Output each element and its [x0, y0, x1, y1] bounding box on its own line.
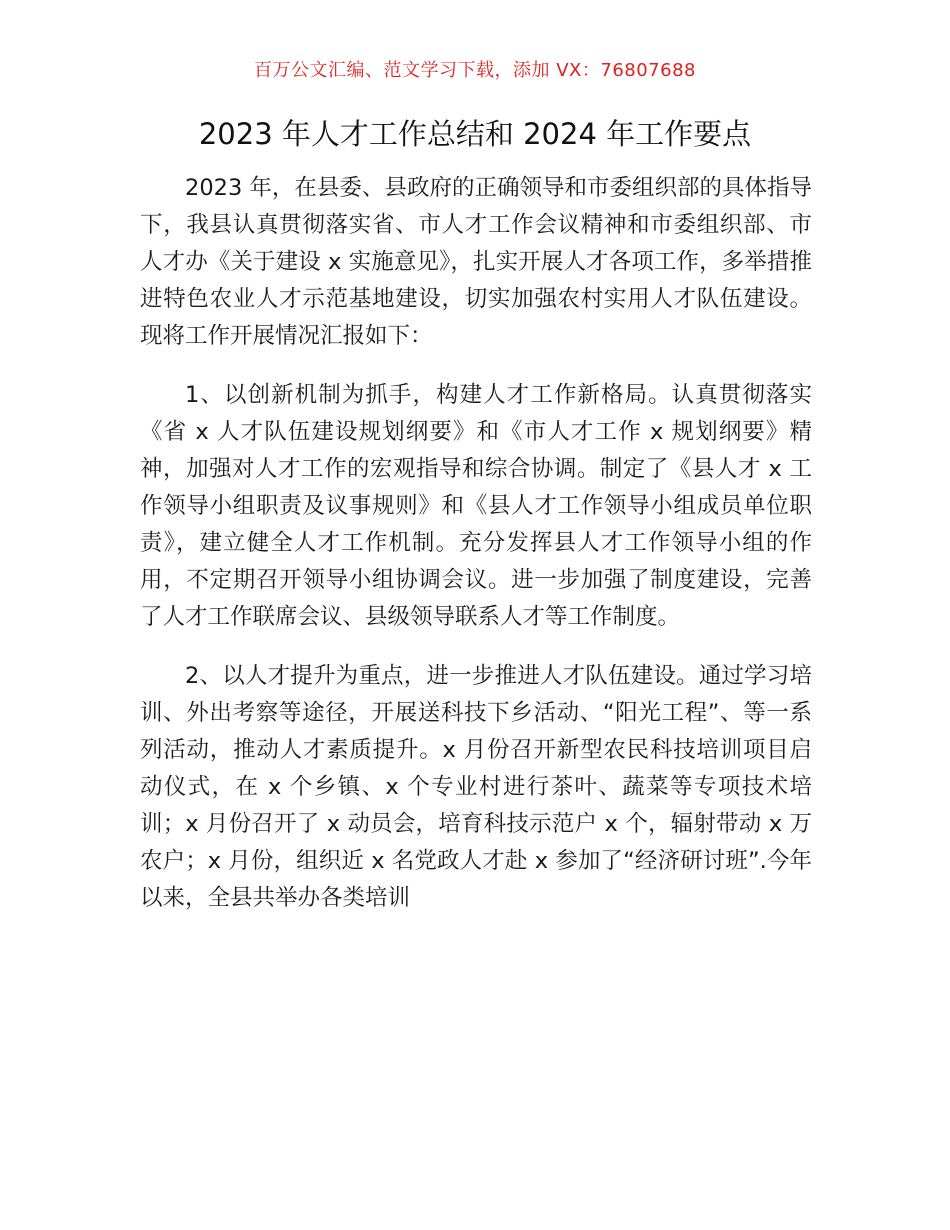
paragraph-section-2: 2、以人才提升为重点，进一步推进人才队伍建设。通过学习培训、外出考察等途径，开展送科技下乡活动、“阳光工程”、等一系列活动，推动人才素质提升。x 月份召开新型农民科技培训项目启动仪式，在 x 个乡镇、x 个专业村进行茶叶、蔬菜等专项技术培训；x 月份召开了 x 动员会，培育科技示范户 x 个，辐射带动 x 万农户；x 月份，组织近 x 名党政人才赴 x 参加了“经济研讨班”.今年以来，全县共举办各类培训	[140, 663, 812, 911]
paragraph-section-1: 1、以创新机制为抓手，构建人才工作新格局。认真贯彻落实《省 x 人才队伍建设规划纲要》和《市人才工作 x 规划纲要》精神，加强对人才工作的宏观指导和综合协调。制定了《县人才 x 工作领导小组职责及议事规则》和《县人才工作领导小组成员单位职责》，建立健全人才工作机制。充分发挥县人才工作领导小组的作用，不定期召开领导小组协调会议。进一步加强了制度建设，完善了人才工作联席会议、县级领导联系人才等工作制度。	[140, 382, 812, 630]
document-title: 2023 年人才工作总结和 2024 年工作要点	[198, 117, 752, 151]
document-body	[140, 170, 812, 939]
paragraph-intro: 2023 年，在县委、县政府的正确领导和市委组织部的具体指导下，我县认真贯彻落实省、市人才工作会议精神和市委组织部、市人才办《关于建设 x 实施意见》，扎实开展人才各项工作，多举措推进特色农业人才示范基地建设，切实加强农村实用人才队伍建设。现将工作开展情况汇报如下：	[140, 175, 812, 349]
header-banner: 百万公文汇编、范文学习下载，添加 VX：76807688	[254, 60, 696, 81]
